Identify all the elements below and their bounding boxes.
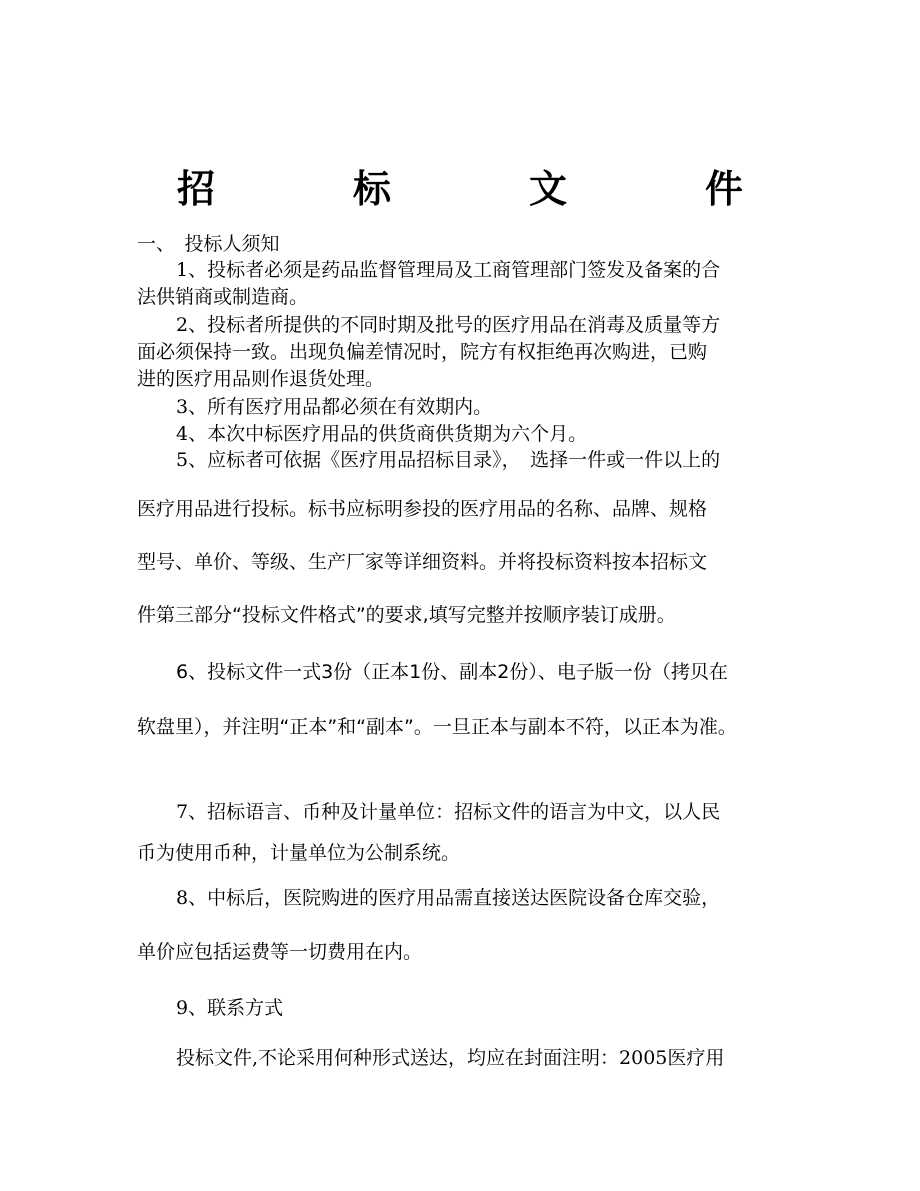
paragraph-line: 9、联系方式 (176, 997, 284, 1019)
paragraph-line: 软盘里），并注明“正本”和“副本”。一旦正本与副本不符，以正本为准。 (137, 716, 737, 738)
document-title: 招 标 文 件 (176, 166, 793, 211)
paragraph-line: 件第三部分“投标文件格式”的要求,填写完整并按顺序装订成册。 (137, 604, 676, 626)
paragraph-line: 7、招标语言、币种及计量单位：招标文件的语言为中文，以人民 (176, 801, 721, 823)
paragraph-line: 6、投标文件一式3份（正本1份、副本2份）、电子版一份（拷贝在 (176, 661, 728, 683)
paragraph-line: 型号、单价、等级、生产厂家等详细资料。并将投标资料按本招标文 (137, 551, 708, 573)
paragraph-line: 单价应包括运费等一切费用在内。 (137, 941, 423, 963)
paragraph-line: 币为使用币种，计量单位为公制系统。 (137, 842, 461, 864)
section-heading: 一、 投标人须知 (137, 233, 280, 255)
paragraph-line: 4、本次中标医疗用品的供货商供货期为六个月。 (176, 423, 588, 445)
paragraph-line: 面必须保持一致。出现负偏差情况时，院方有权拒绝再次购进，已购 (137, 341, 708, 363)
paragraph-line: 3、所有医疗用品都必须在有效期内。 (176, 396, 493, 418)
paragraph-line: 8、中标后，医院购进的医疗用品需直接送达医院设备仓库交验， (176, 887, 721, 909)
paragraph-line: 医疗用品进行投标。标书应标明参投的医疗用品的名称、品牌、规格 (137, 498, 708, 520)
paragraph-line: 1、投标者必须是药品监督管理局及工商管理部门签发及备案的合 (176, 259, 721, 281)
paragraph-line: 5、应标者可依据《医疗用品招标目录》， 选择一件或一件以上的 (176, 449, 721, 471)
paragraph-line: 投标文件,不论采用何种形式送达，均应在封面注明：2005医疗用 (176, 1047, 725, 1069)
paragraph-line: 进的医疗用品则作退货处理。 (137, 368, 385, 390)
paragraph-line: 法供销商或制造商。 (137, 286, 309, 308)
paragraph-line: 2、投标者所提供的不同时期及批号的医疗用品在消毒及质量等方 (176, 314, 721, 336)
